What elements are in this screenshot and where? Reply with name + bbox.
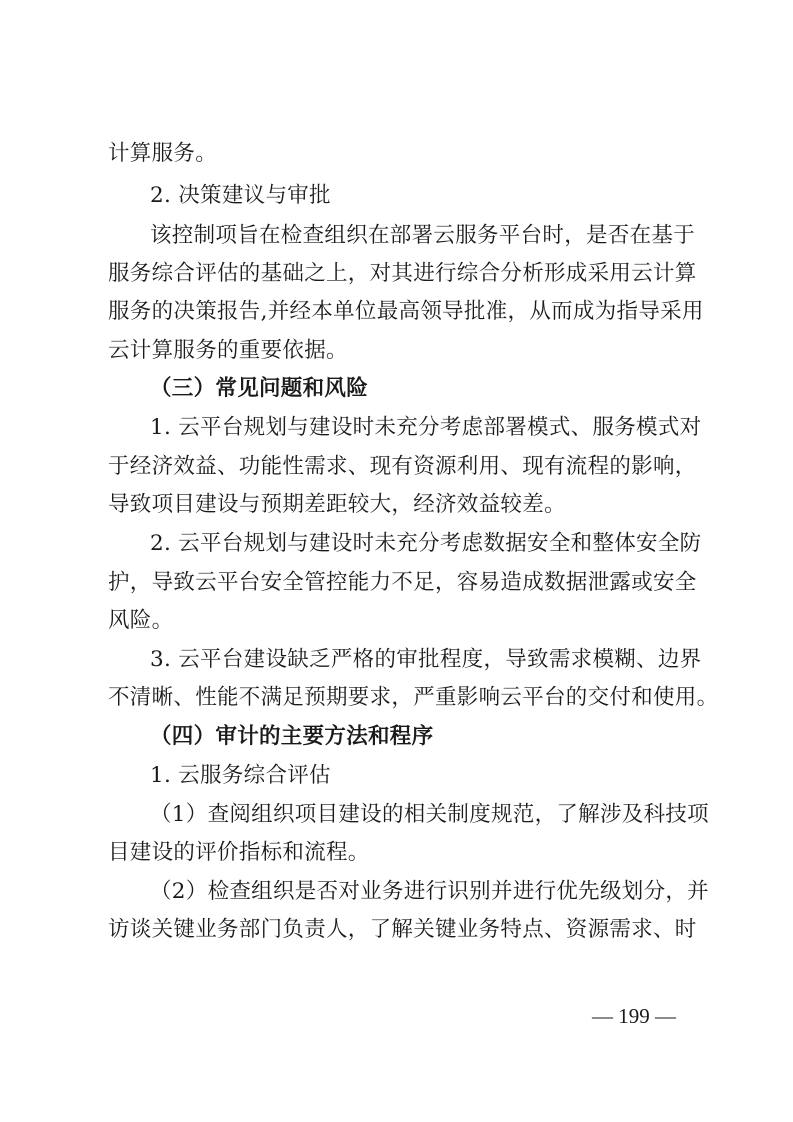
paragraph-line: 该控制项旨在检查组织在部署云服务平台时，是否在基于 [150,223,696,248]
page-number: — 199 — [592,1004,676,1028]
section-heading: （三）常见问题和风险 [150,376,369,401]
section-heading: （四）审计的主要方法和程序 [150,724,434,749]
paragraph-line: （2）检查组织是否对业务进行识别并进行优先级划分，并 [150,879,709,904]
paragraph-line: 服务综合评估的基础之上，对其进行综合分析形成采用云计算 [108,261,697,286]
paragraph-line: 访谈关键业务部门负责人，了解关键业务特点、资源需求、时 [108,917,697,942]
paragraph-line: 服务的决策报告,并经本单位最高领导批准，从而成为指导采用 [108,299,704,324]
subheading: 1. 云服务综合评估 [150,763,331,788]
paragraph-line: 导致项目建设与预期差距较大，经济效益较差。 [108,492,566,517]
paragraph-line: 于经济效益、功能性需求、现有资源利用、现有流程的影响， [108,454,697,479]
paragraph-line: 3. 云平台建设缺乏严格的审批程度，导致需求模糊、边界 [150,647,702,672]
paragraph-line: 护，导致云平台安全管控能力不足，容易造成数据泄露或安全 [108,570,697,595]
paragraph-line: 1. 云平台规划与建设时未充分考虑部署模式、服务模式对 [150,415,702,440]
paragraph-line: 2. 云平台规划与建设时未充分考虑数据安全和整体安全防 [150,531,702,556]
paragraph-line: 不清晰、性能不满足预期要求，严重影响云平台的交付和使用。 [108,685,719,710]
subheading: 2. 决策建议与审批 [150,183,331,208]
paragraph-line: 云计算服务的重要依据。 [108,338,348,363]
paragraph-line: 风险。 [108,608,174,633]
paragraph-line: 计算服务。 [108,141,218,166]
paragraph-line: （1）查阅组织项目建设的相关制度规范，了解涉及科技项 [150,802,709,827]
paragraph-line: 目建设的评价指标和流程。 [108,840,370,865]
